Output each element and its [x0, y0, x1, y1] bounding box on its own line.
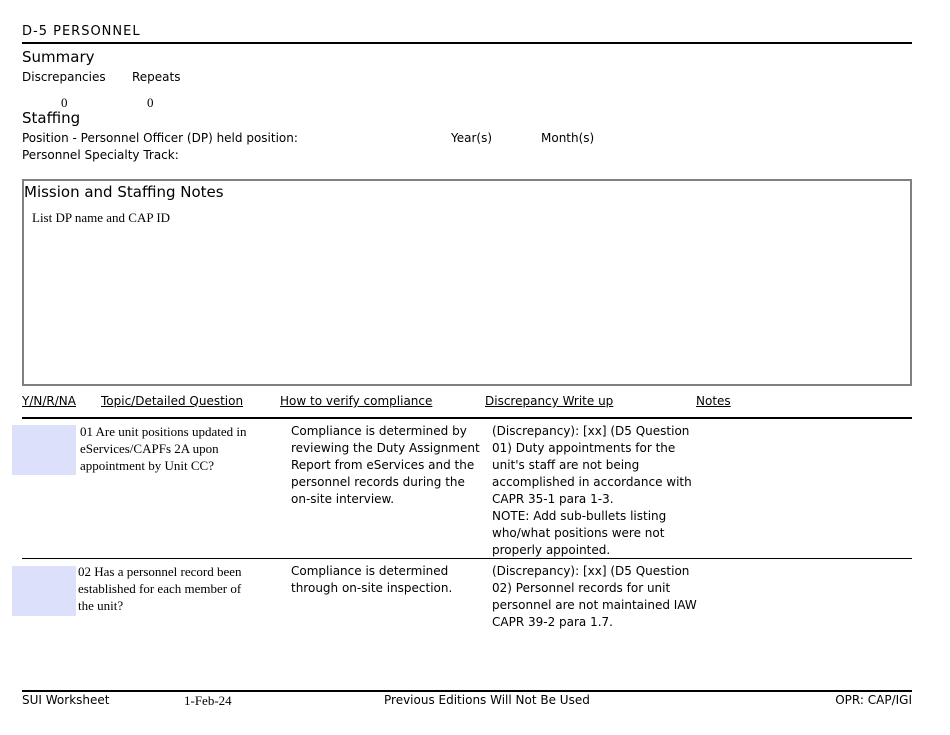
discrepancies-label: Discrepancies [22, 70, 106, 84]
discrepancy-text: (Discrepancy): [xx] (D5 Question 01) Duty appointments for the unit's staff are not being accomplished in accordance with CAPR 35-1 para 1-3. NOTE: Add sub-bullets listing who/what positions were not properly appointed. [492, 424, 692, 557]
mission-staffing-notes-box[interactable] [22, 179, 912, 386]
footer-worksheet-label: SUI Worksheet [22, 693, 110, 707]
specialty-track-label: Personnel Specialty Track: [22, 148, 179, 162]
position-label: Position - Personnel Officer (DP) held position: [22, 131, 298, 145]
footer-divider [22, 690, 912, 692]
discrepancy-text: (Discrepancy): [xx] (D5 Question 02) Personnel records for unit personnel are not maintained IAW CAPR 39-2 para 1.7. [492, 564, 697, 629]
row-divider [22, 558, 912, 559]
col-header-discrepancy: Discrepancy Write up [485, 394, 614, 408]
discrepancies-count: 0 [61, 95, 68, 110]
notes-box-heading: Mission and Staffing Notes [24, 183, 224, 201]
summary-heading: Summary [22, 48, 95, 66]
col-header-topic: Topic/Detailed Question [101, 394, 244, 408]
table-header-divider [22, 417, 912, 419]
months-label: Month(s) [541, 131, 595, 145]
verify-text: Compliance is determined by reviewing the Duty Assignment Report from eServices and the personnel records during the on-site interview. [291, 424, 480, 506]
years-label: Year(s) [451, 131, 493, 145]
page-title: D-5 PERSONNEL [22, 24, 141, 39]
question-text: 02 Has a personnel record been established for each member of the unit? [78, 564, 242, 613]
repeats-label: Repeats [132, 70, 181, 84]
question-text: 01 Are unit positions updated in eServices/CAPFs 2A upon appointment by Unit CC? [80, 424, 247, 473]
col-header-verify: How to verify compliance [280, 394, 433, 408]
col-header-answer: Y/N/R/NA [22, 394, 76, 408]
title-divider [22, 42, 912, 44]
footer-editions-notice: Previous Editions Will Not Be Used [384, 693, 590, 707]
notes-box-content[interactable]: List DP name and CAP ID [32, 210, 171, 225]
answer-input-q02[interactable] [12, 566, 76, 616]
footer-date: 1-Feb-24 [184, 693, 232, 708]
footer-opr: OPR: CAP/IGI [835, 693, 912, 707]
verify-text: Compliance is determined through on-site inspection. [291, 564, 453, 595]
staffing-heading: Staffing [22, 109, 81, 127]
col-header-notes: Notes [696, 394, 731, 408]
answer-input-q01[interactable] [12, 425, 76, 475]
repeats-count: 0 [147, 95, 154, 110]
